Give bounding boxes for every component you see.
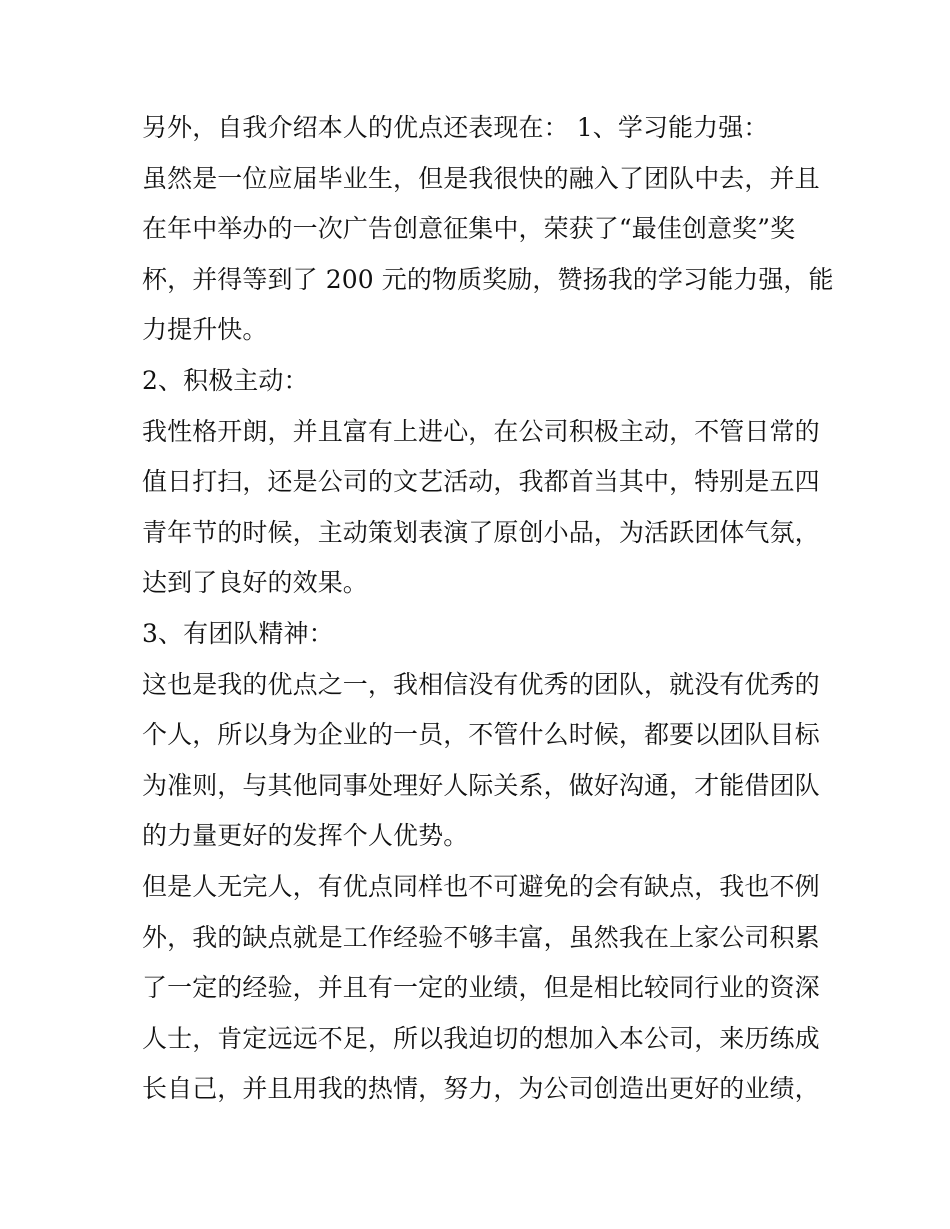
section-heading: 3、有团队精神： bbox=[142, 618, 334, 648]
text-line: 青年节的时候，主动策划表演了原创小品，为活跃团体气氛， bbox=[142, 517, 820, 547]
text-line: 了一定的经验，并且有一定的业绩，但是相比较同行业的资深 bbox=[142, 973, 820, 1003]
text-line: 这也是我的优点之一，我相信没有优秀的团队，就没有优秀的 bbox=[142, 669, 820, 699]
text-line: 人士，肯定远远不足，所以我迫切的想加入本公司，来历练成 bbox=[142, 1023, 820, 1053]
document-body bbox=[142, 103, 834, 1115]
text-line: 杯，并得等到了 200 元的物质奖励，赞扬我的学习能力强，能 bbox=[142, 264, 834, 294]
text-line: 值日打扫，还是公司的文艺活动，我都首当其中，特别是五四 bbox=[142, 467, 820, 497]
section-heading: 2、积极主动： bbox=[142, 365, 309, 395]
text-line: 虽然是一位应届毕业生，但是我很快的融入了团队中去，并且 bbox=[142, 163, 820, 193]
text-line: 我性格开朗，并且富有上进心，在公司积极主动，不管日常的 bbox=[142, 416, 820, 446]
text-line: 外，我的缺点就是工作经验不够丰富，虽然我在上家公司积累 bbox=[142, 922, 820, 952]
text-line: 另外，自我介绍本人的优点还表现在： 1、学习能力强： bbox=[142, 113, 769, 142]
text-line: 但是人无完人，有优点同样也不可避免的会有缺点，我也不例 bbox=[142, 871, 820, 901]
text-line: 在年中举办的一次广告创意征集中，荣获了“最佳创意奖”奖 bbox=[142, 214, 796, 244]
text-line: 长自己，并且用我的热情，努力，为公司创造出更好的业绩， bbox=[142, 1074, 820, 1104]
text-line: 为准则，与其他同事处理好人际关系，做好沟通，才能借团队 bbox=[142, 770, 820, 800]
text-line: 力提升快。 bbox=[142, 315, 268, 345]
text-line: 达到了良好的效果。 bbox=[142, 568, 368, 598]
text-line: 个人，所以身为企业的一员，不管什么时候，都要以团队目标 bbox=[142, 720, 820, 750]
text-line: 的力量更好的发挥个人优势。 bbox=[142, 821, 469, 851]
